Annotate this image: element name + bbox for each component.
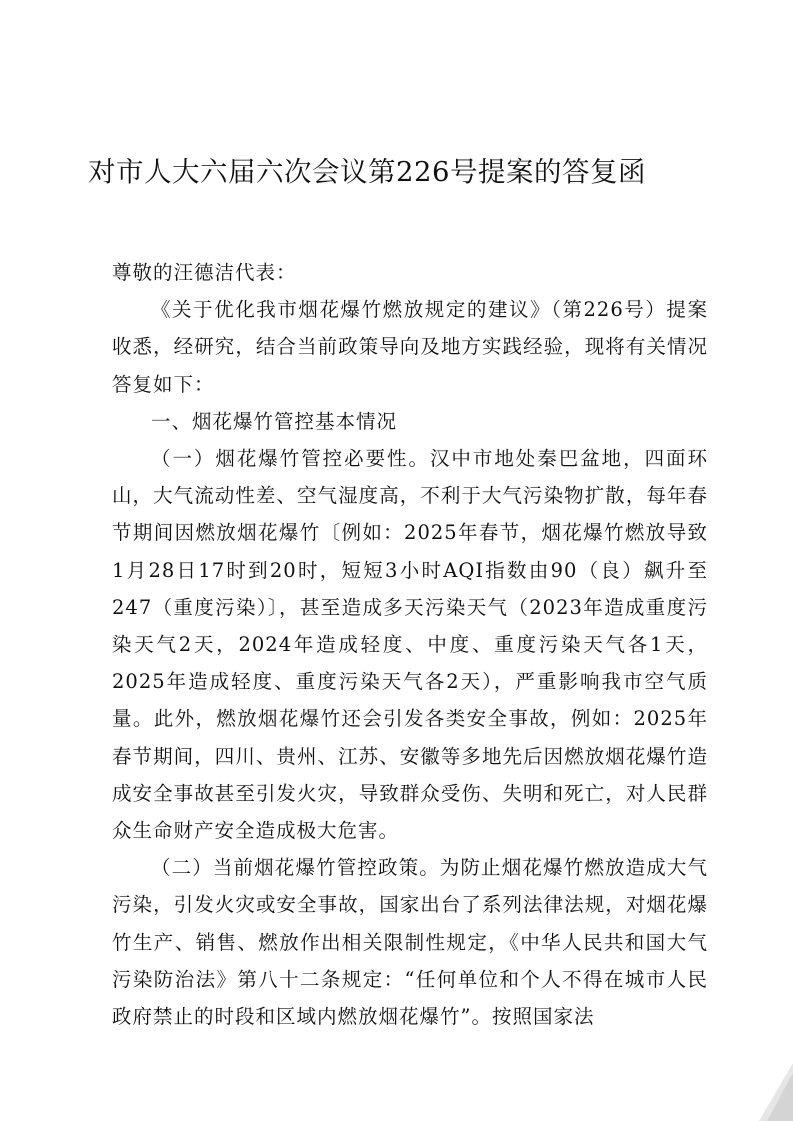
page-curl-decoration [759, 1063, 793, 1121]
document-body [112, 254, 708, 1035]
paragraph-necessity: （一）烟花爆竹管控必要性。汉中市地处秦巴盆地，四面环山，大气流动性差、空气湿度高，不利于大气污染物扩散，每年春节期间因燃放烟花爆竹〔例如：2025年春节，烟花爆竹燃放导致1月28日17时到20时，短短3小时AQI指数由90（良）飙升至247（重度污染）〕，甚至造成多天污染天气（2023年造成重度污染天气2天，2024年造成轻度、中度、重度污染天气各1天，2025年造成轻度、重度污染天气各2天），严重影响我市空气质量。此外，燃放烟花爆竹还会引发各类安全事故，例如：2025年春节期间，四川、贵州、江苏、安徽等多地先后因燃放烟花爆竹造成安全事故甚至引发火灾，导致群众受伤、失明和死亡，对人民群众生命财产安全造成极大危害。 [112, 447, 708, 843]
paragraph-policy: （二）当前烟花爆竹管控政策。为防止烟花爆竹燃放造成大气污染，引发火灾或安全事故，国家出台了系列法律法规，对烟花爆竹生产、销售、燃放作出相关限制性规定，《中华人民共和国大气污染防治法》第八十二条规定：“任何单位和个人不得在城市人民政府禁止的时段和区域内燃放烟花爆竹”。按照国家法 [112, 856, 708, 1029]
section-heading-1: 一、烟花爆竹管控基本情况 [151, 409, 398, 433]
paragraph-intro: 《关于优化我市烟花爆竹燃放规定的建议》（第226号）提案收悉，经研究，结合当前政策导向及地方实践经验，现将有关情况答复如下： [112, 298, 708, 396]
document-title: 对市人大六届六次会议第226号提案的答复函 [88, 156, 646, 188]
salutation: 尊敬的汪德洁代表： [112, 261, 297, 284]
